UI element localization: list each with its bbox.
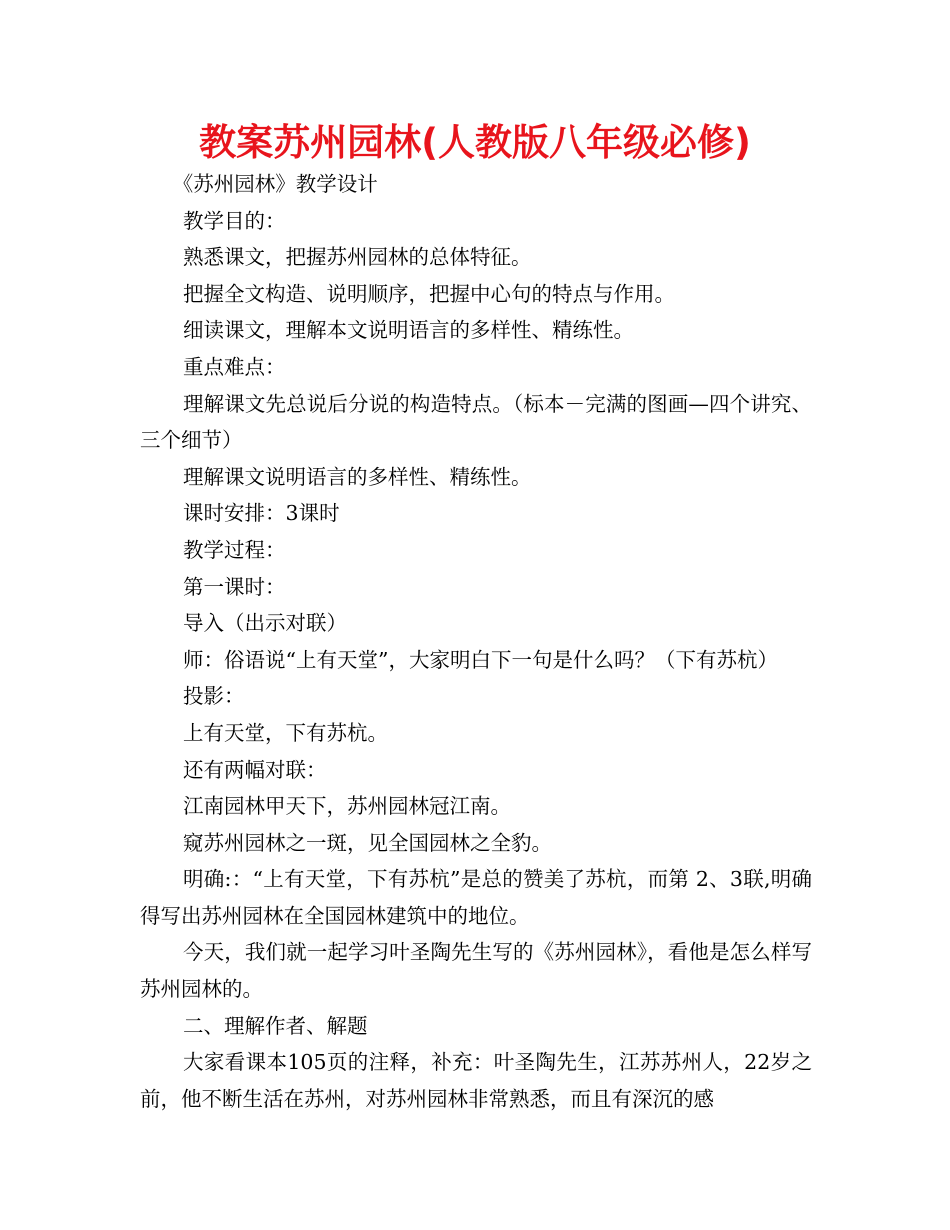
paragraph: 课时安排：3课时 [183,501,340,526]
paragraph: 今天，我们就一起学习叶圣陶先生写的《苏州园林》，看他是怎么样写苏州园林的。 [140,940,812,1002]
paragraph: 投影： [183,684,245,709]
document-subtitle: 《苏州园林》教学设计 [172,172,378,196]
paragraph: 教学目的： [183,208,286,233]
paragraph: 导入（出示对联） [183,611,348,636]
paragraph: 师：俗语说“上有天堂”，大家明白下一句是什么吗？（下有苏杭） [183,647,779,672]
paragraph: 二、理解作者、解题 [183,1013,368,1038]
document-title: 教案苏州园林(人教版八年级必修) [199,121,751,164]
paragraph: 细读课文，理解本文说明语言的多样性、精练性。 [183,318,635,343]
paragraph: 窥苏州园林之一斑，见全国园林之全豹。 [183,830,553,855]
paragraph: 还有两幅对联： [183,757,327,782]
paragraph: 理解课文先总说后分说的构造特点。（标本－完满的图画—四个讲究、三个细节） [140,391,812,453]
paragraph: 江南园林甲天下，苏州园林冠江南。 [183,794,512,819]
paragraph: 上有天堂，下有苏杭。 [183,720,389,745]
paragraph: 重点难点： [183,354,286,379]
paragraph: 教学过程： [183,537,286,562]
paragraph: 把握全文构造、说明顺序，把握中心句的特点与作用。 [183,281,676,306]
paragraph: 第一课时： [183,574,286,599]
paragraph: 明确:：“上有天堂，下有苏杭”是总的赞美了苏杭，而第 2、3联,明确得写出苏州园林在全国园林建筑中的地位。 [140,867,812,928]
paragraph: 理解课文说明语言的多样性、精练性。 [183,464,532,489]
paragraph: 大家看课本105页的注释，补充：叶圣陶先生，江苏苏州人，22岁之前，他不断生活在苏州，对苏州园林非常熟悉，而且有深沉的感 [140,1050,812,1111]
document-body [140,166,812,1117]
paragraph: 熟悉课文，把握苏州园林的总体特征。 [183,245,532,270]
